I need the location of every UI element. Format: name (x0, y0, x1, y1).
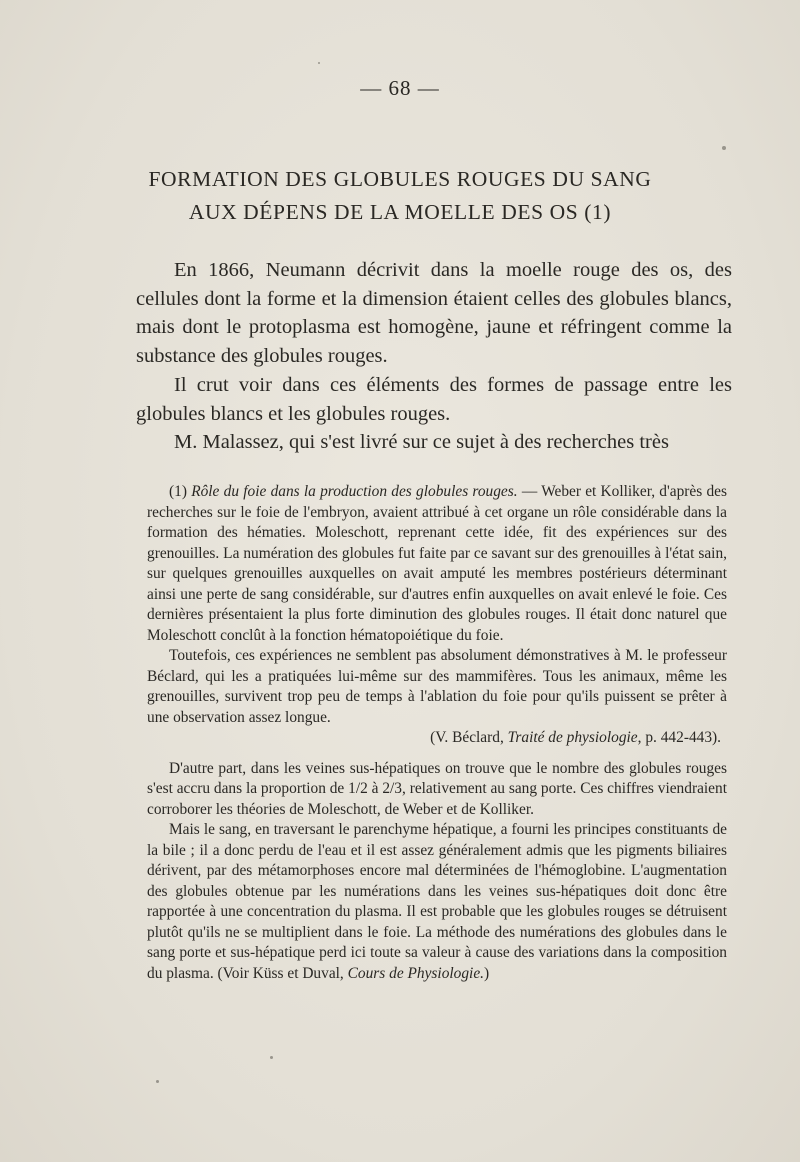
citation-title: Traité de physiologie (507, 729, 638, 746)
footnote-paragraph: Mais le sang, en traversant le parenchyme hépatique, a fourni les principes constituants de la bile ; il a donc perdu de l'eau et il est assez généralement admis que les pigments biliaires dérivent, par des métamorphoses encore mal déterminées de l'hémoglobine. L'augmentation des globules obtenue par les numérations dans les veines sus-hépatiques doit donc être rapportée à une concentration du plasma. Il est probable que les globules rouges se détruisent plutôt qu'ils ne se multiplient dans le foie. La méthode des numérations des globules dans le sang porte et sus-hépatique perd ici toute sa valeur à cause des variations dans la composition du plasma. (Voir Küss et Duval, Cours de Physiologie.) (147, 821, 727, 982)
chapter-title (95, 163, 705, 229)
citation: (V. Béclard, Traité de physiologie, p. 442-443). (430, 729, 721, 746)
paper-speck (270, 1056, 273, 1059)
paper-speck (156, 1080, 159, 1083)
paragraph: M. Malassez, qui s'est livré sur ce sujet à des recherches très (174, 431, 669, 454)
reference-title: Cours de Physiologie. (347, 964, 485, 982)
paper-speck (318, 62, 320, 64)
title-line-1: FORMATION DES GLOBULES ROUGES DU SANG (148, 167, 652, 191)
footnote-paragraph (147, 482, 727, 646)
paper-speck (722, 146, 726, 150)
footnote-marker: (1) (169, 483, 187, 500)
paragraph: En 1866, Neumann décrivit dans la moelle rouge des os, des cellules dont la forme et la dimension étaient celles des globules blancs, mais dont le protoplasma est homogène, jaune et réfringent comme la substance des globules rouges. (136, 259, 732, 368)
footnote (147, 482, 727, 984)
footnote-text: — Weber et Kolliker, d'après des recherches sur le foie de l'embryon, avaient attribué à cet organe un rôle considérable dans la formation des hématies. Moleschott, reprenant cette idée, fit des expériences sur des grenouilles. La numération des globules fut faite par ce savant sur des grenouilles à l'état sain, sur quelques grenouilles auxquelles on avait amputé les membres postérieurs déterminant ainsi une perte de sang considérable, sur d'autres enfin auxquelles on avait enlevé le foie. Ces dernières présentaient la plus forte diminution des globules rouges. Il était donc naturel que Moleschott conclût à la fonction hématopoiétique du foie. (147, 483, 727, 644)
body-text (136, 256, 732, 457)
footnote-paragraph: D'autre part, dans les veines sus-hépatiques on trouve que le nombre des globules rouges s'est accru dans la proportion de 1/2 à 2/3, relativement au sang porte. Ces chiffres viendraient corroborer les théories de Moleschott, de Weber et de Kolliker. (147, 759, 727, 818)
title-line-2: AUX DÉPENS DE LA MOELLE DES OS (1) (188, 200, 612, 224)
footnote-paragraph: Toutefois, ces expériences ne semblent pas absolument démonstratives à M. le professeur Béclard, qui les a pratiquées lui-même sur des mammifères. Tous les animaux, même les grenouilles, survivent trop peu de temps à l'ablation du foie pour qu'ils puissent se prêter à une observation assez longue. (147, 647, 727, 726)
page-number: — 68 — (360, 76, 440, 100)
paragraph: Il crut voir dans ces éléments des formes de passage entre les globules blancs et les globules rouges. (136, 373, 732, 425)
footnote-title: Rôle du foie dans la production des globules rouges. (191, 483, 518, 500)
